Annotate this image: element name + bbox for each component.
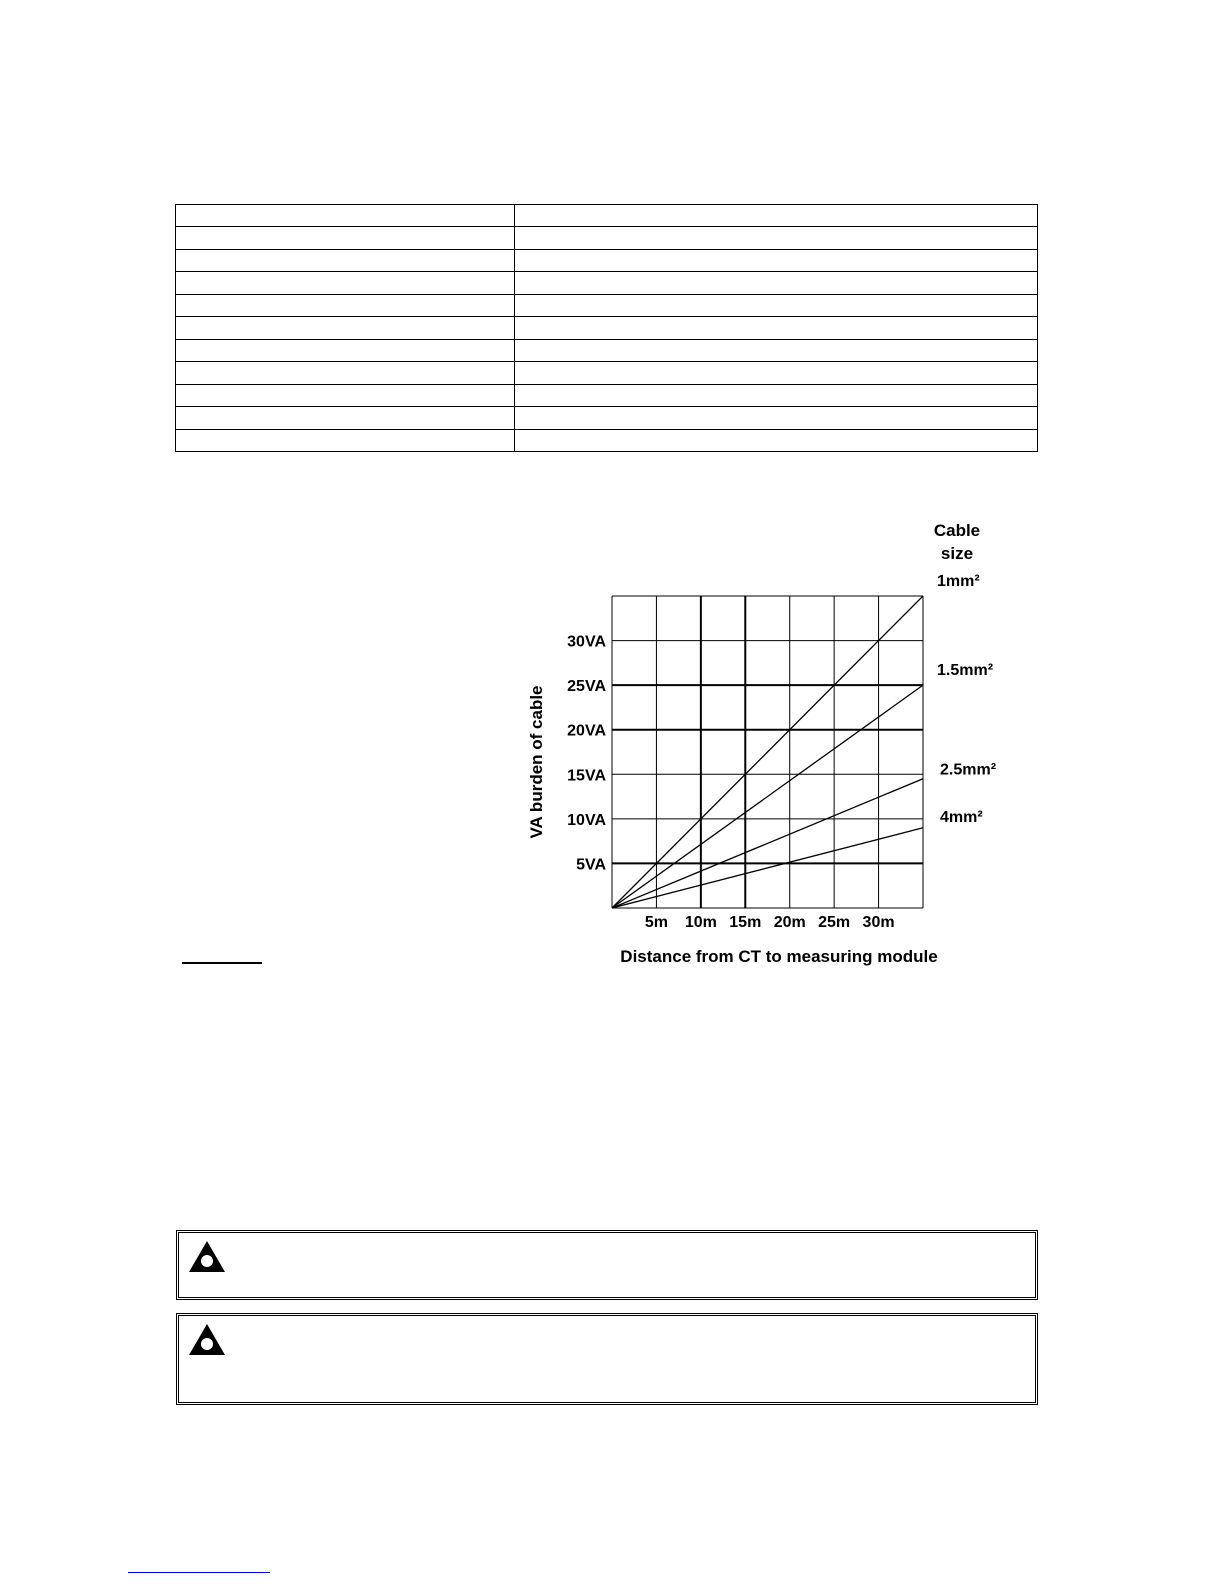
table-row (176, 317, 1038, 339)
y-tick-label: 20VA (567, 722, 606, 740)
table-cell (176, 272, 515, 294)
x-tick-label: 25m (818, 914, 851, 931)
table-row (176, 339, 1038, 361)
y-tick-label: 10VA (567, 811, 606, 829)
table-cell (176, 407, 515, 429)
series-line-4 (612, 828, 923, 908)
y-tick-label: 5VA (576, 856, 606, 874)
table-row (176, 384, 1038, 406)
table-cell (515, 317, 1038, 339)
chart-labels (567, 573, 996, 931)
x-tick-label: 10m (684, 914, 717, 931)
x-tick-label: 15m (729, 914, 762, 931)
series-line-1 (612, 596, 923, 908)
x-axis-label: Distance from CT to measuring module (620, 947, 938, 966)
table-row (176, 294, 1038, 316)
table-cell (176, 339, 515, 361)
table-cell (176, 205, 515, 227)
x-tick-label: 30m (862, 914, 895, 931)
table-cell (176, 317, 515, 339)
table-cell (176, 362, 515, 384)
table-cell (515, 249, 1038, 271)
spec-table-body (176, 205, 1038, 452)
cable-burden-chart (520, 512, 1020, 972)
y-tick-label: 15VA (567, 767, 606, 785)
warning-box-2 (176, 1313, 1038, 1405)
series-label: 4mm² (940, 808, 983, 826)
table-cell (176, 294, 515, 316)
legend-title-line: Cable (933, 521, 981, 540)
table-cell (515, 429, 1038, 451)
y-tick-label: 30VA (567, 633, 606, 651)
warning-triangle-icon (187, 1239, 227, 1280)
table-row (176, 249, 1038, 271)
table-cell (515, 362, 1038, 384)
table-cell (176, 429, 515, 451)
warning-box-1 (176, 1230, 1038, 1300)
spec-table (175, 204, 1038, 452)
series-label: 2.5mm² (940, 761, 997, 779)
table-cell (515, 227, 1038, 249)
y-tick-label: 25VA (567, 678, 606, 696)
table-row (176, 227, 1038, 249)
table-cell (515, 205, 1038, 227)
warning-triangle-icon (187, 1322, 227, 1363)
table-row (176, 272, 1038, 294)
underline-mark (182, 962, 262, 964)
table-cell (515, 272, 1038, 294)
table-cell (176, 384, 515, 406)
series-label: 1.5mm² (937, 662, 994, 680)
table-cell (515, 294, 1038, 316)
x-tick-label: 20m (773, 914, 806, 931)
table-row (176, 205, 1038, 227)
table-cell (176, 249, 515, 271)
table-cell (176, 227, 515, 249)
table-row (176, 362, 1038, 384)
table-row (176, 407, 1038, 429)
series-line-2 (612, 685, 923, 908)
footer-link[interactable] (128, 1572, 270, 1573)
chart-series (612, 596, 923, 908)
legend-title-line: size (940, 544, 974, 563)
series-line-3 (612, 779, 923, 908)
x-tick-label: 5m (644, 914, 668, 931)
legend-title (934, 521, 980, 563)
table-cell (515, 339, 1038, 361)
table-cell (515, 384, 1038, 406)
y-axis-label: VA burden of cable (527, 685, 546, 839)
table-cell (515, 407, 1038, 429)
series-label: 1mm² (937, 573, 980, 590)
table-row (176, 429, 1038, 451)
